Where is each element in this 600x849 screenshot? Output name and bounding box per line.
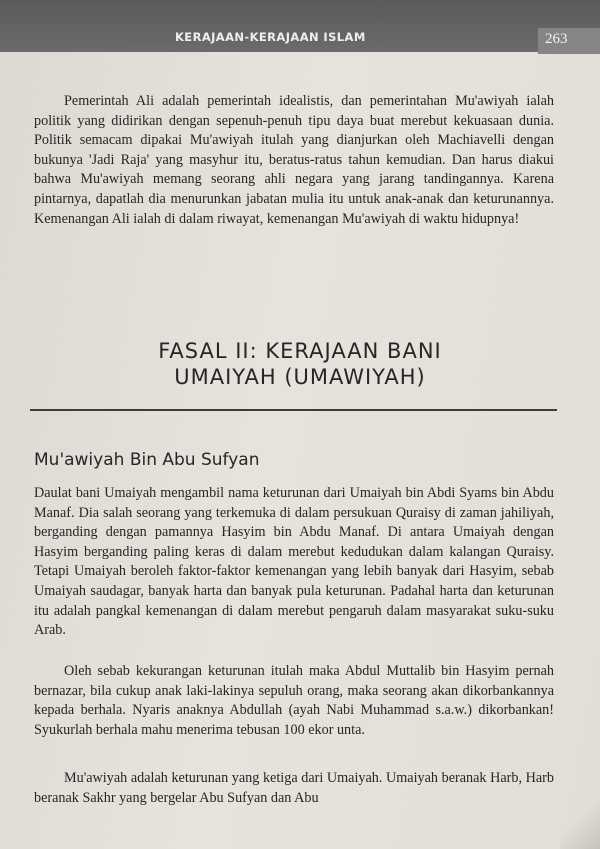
page-corner-shadow bbox=[560, 800, 600, 849]
paragraph-3: Mu'awiyah adalah keturunan yang ketiga dari Umaiyah. Umaiyah beranak Harb, Harb beranak Sakhr yang bergelar Abu Sufyan dan Abu bbox=[34, 770, 554, 806]
intro-paragraph: Pemerintah Ali adalah pemerintah idealistis, dan pemerintahan Mu'awiyah ialah politik yang didirikan dengan sepenuh-penuh tipu daya buat merebut kekuasaan dunia. Politik semacam dipakai Mu'awiyah itulah yang dianjurkan oleh Machiavelli dengan bukunya 'Jadi Raja' yang masyhur itu, beratus-ratus tahun kemudian. Dan harus diakui bahwa Mu'awiyah memang seorang ahli negara yang jarang tandingannya. Karena pintarnya, dapatlah dia menurunkan jabatan mulia itu untuk anak-anak dan keturunannya. Kemenangan Ali ialah di dalam riwayat, kemenangan Mu'awiyah di waktu hidupnya! bbox=[34, 93, 554, 227]
chapter-heading-line-2: UMAIYAH (UMAWIYAH) bbox=[174, 365, 426, 389]
paragraph-2: Oleh sebab kekurangan keturunan itulah maka Abdul Muttalib bin Hasyim pernah bernazar, bila cukup anak laki-lakinya sepuluh orang, maka seorang akan dikorbankannya kepada berhala. Nyaris anaknya Abdullah (ayah Nabi Muhammad s.a.w.) dikorbankan! Syukurlah berhala mahu menerima tebusan 100 ekor unta. bbox=[34, 663, 554, 738]
section-heading: Mu'awiyah Bin Abu Sufyan bbox=[34, 450, 260, 470]
chapter-heading-line-1: FASAL II: KERAJAAN BANI bbox=[158, 339, 442, 363]
page-number: 263 bbox=[545, 31, 568, 47]
running-title: KERAJAAN-KERAJAAN ISLAM bbox=[175, 30, 366, 44]
chapter-heading bbox=[0, 338, 600, 390]
chapter-divider bbox=[30, 409, 557, 411]
paragraph-1: Daulat bani Umaiyah mengambil nama keturunan dari Umaiyah bin Abdi Syams bin Abdu Manaf. Dia salah seorang yang terkemuka di dalam persukuan Quraisy di zaman jahiliyah, berganding dengan pamannya Hasyim bin Abdu Manaf. Di antara Umaiyah dengan Hasyim berganding paling keras di dalam merebut kedudukan dalam kalangan Quraisy. Tetapi Umaiyah beroleh faktor-faktor kemenangan yang lebih banyak dari Hasyim, sebab Umaiyah saudagar, banyak harta dan banyak pula keturunan. Padahal harta dan keturunan itu adalah pangkal kemenangan di dalam merebut pengaruh dalam masyarakat suku-suku Arab. bbox=[34, 485, 554, 639]
running-header-bar bbox=[0, 0, 600, 52]
